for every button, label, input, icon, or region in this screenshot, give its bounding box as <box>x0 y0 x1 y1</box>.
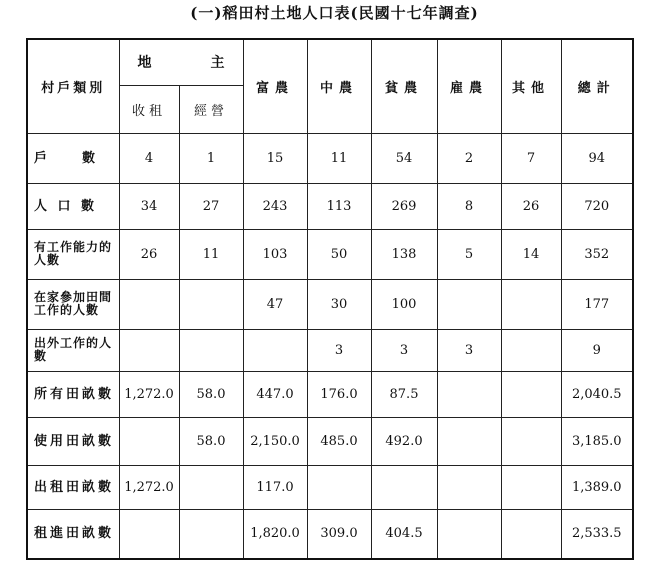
row-label: 租進田畝數 <box>27 509 119 559</box>
table-cell: 11 <box>179 229 243 279</box>
table-cell: 1,820.0 <box>243 509 307 559</box>
table-row <box>27 183 633 229</box>
table-cell: 11 <box>307 133 371 183</box>
table-cell: 1,389.0 <box>561 465 633 509</box>
table-cell: 485.0 <box>307 417 371 465</box>
table-cell <box>501 465 561 509</box>
header-pinnong: 貧農 <box>371 39 437 133</box>
table-row <box>27 133 633 183</box>
header-dizhu-left: 地 <box>137 55 152 72</box>
table-cell <box>119 509 179 559</box>
census-table <box>26 38 634 560</box>
table-cell <box>307 465 371 509</box>
table-cell <box>501 417 561 465</box>
header-jingying: 經營 <box>179 85 243 133</box>
header-corner: 村戶類別 <box>27 39 119 133</box>
table-cell: 27 <box>179 183 243 229</box>
row-label: 戶 數 <box>27 133 119 183</box>
table-cell: 54 <box>371 133 437 183</box>
row-label: 人 口 數 <box>27 183 119 229</box>
table-row <box>27 465 633 509</box>
header-shouzu: 收租 <box>119 85 179 133</box>
table-cell: 8 <box>437 183 501 229</box>
table-cell: 3,185.0 <box>561 417 633 465</box>
row-label: 出租田畝數 <box>27 465 119 509</box>
table-cell <box>119 329 179 371</box>
table-row <box>27 229 633 279</box>
table-row <box>27 417 633 465</box>
table-cell: 26 <box>119 229 179 279</box>
table-cell <box>243 329 307 371</box>
table-cell <box>179 329 243 371</box>
table-cell: 15 <box>243 133 307 183</box>
table-cell: 103 <box>243 229 307 279</box>
header-zhongnong: 中農 <box>307 39 371 133</box>
table-cell: 9 <box>561 329 633 371</box>
table-cell: 720 <box>561 183 633 229</box>
table-cell: 58.0 <box>179 417 243 465</box>
table-cell <box>179 509 243 559</box>
table-cell <box>437 371 501 417</box>
table-cell: 177 <box>561 279 633 329</box>
table-cell: 2,533.5 <box>561 509 633 559</box>
table-cell <box>371 465 437 509</box>
header-zongji: 總計 <box>561 39 633 133</box>
table-cell: 34 <box>119 183 179 229</box>
table-cell: 404.5 <box>371 509 437 559</box>
header-gunong: 雇農 <box>437 39 501 133</box>
table-cell: 100 <box>371 279 437 329</box>
table-cell: 94 <box>561 133 633 183</box>
table-cell: 117.0 <box>243 465 307 509</box>
table-cell: 4 <box>119 133 179 183</box>
table-cell <box>437 279 501 329</box>
table-cell: 176.0 <box>307 371 371 417</box>
table-cell: 309.0 <box>307 509 371 559</box>
table-cell <box>501 509 561 559</box>
row-label: 出外工作的人數 <box>27 329 119 371</box>
table-cell: 5 <box>437 229 501 279</box>
table-cell: 58.0 <box>179 371 243 417</box>
table-cell <box>501 371 561 417</box>
table-cell <box>119 279 179 329</box>
table-cell: 87.5 <box>371 371 437 417</box>
table-cell: 3 <box>307 329 371 371</box>
row-label: 有工作能力的人數 <box>27 229 119 279</box>
table-row <box>27 509 633 559</box>
table-row <box>27 279 633 329</box>
table-cell <box>437 465 501 509</box>
table-cell: 3 <box>371 329 437 371</box>
table-cell <box>119 417 179 465</box>
table-cell: 26 <box>501 183 561 229</box>
table-row <box>27 329 633 371</box>
table-cell: 1,272.0 <box>119 371 179 417</box>
table-cell: 1,272.0 <box>119 465 179 509</box>
table-cell: 492.0 <box>371 417 437 465</box>
table-cell: 30 <box>307 279 371 329</box>
table-cell <box>179 279 243 329</box>
table-cell <box>501 279 561 329</box>
table-title: (一)稻田村土地人口表(民國十七年調查) <box>190 4 479 22</box>
header-funong: 富農 <box>243 39 307 133</box>
table-cell: 47 <box>243 279 307 329</box>
table-cell: 269 <box>371 183 437 229</box>
table-cell: 3 <box>437 329 501 371</box>
table-cell: 138 <box>371 229 437 279</box>
table-cell: 1 <box>179 133 243 183</box>
table-cell <box>179 465 243 509</box>
table-cell <box>501 329 561 371</box>
table-cell: 2,150.0 <box>243 417 307 465</box>
table-cell <box>437 509 501 559</box>
header-dizhu <box>119 39 243 85</box>
header-dizhu-right: 主 <box>210 55 225 72</box>
header-qita: 其他 <box>501 39 561 133</box>
table-cell: 50 <box>307 229 371 279</box>
table-row <box>27 371 633 417</box>
table-cell: 14 <box>501 229 561 279</box>
table-cell: 243 <box>243 183 307 229</box>
table-cell <box>437 417 501 465</box>
row-label: 所有田畝數 <box>27 371 119 417</box>
table-cell: 447.0 <box>243 371 307 417</box>
row-label: 在家參加田間工作的人數 <box>27 279 119 329</box>
row-label: 使用田畝數 <box>27 417 119 465</box>
table-cell: 2,040.5 <box>561 371 633 417</box>
table-cell: 2 <box>437 133 501 183</box>
table-cell: 7 <box>501 133 561 183</box>
table-cell: 352 <box>561 229 633 279</box>
table-cell: 113 <box>307 183 371 229</box>
